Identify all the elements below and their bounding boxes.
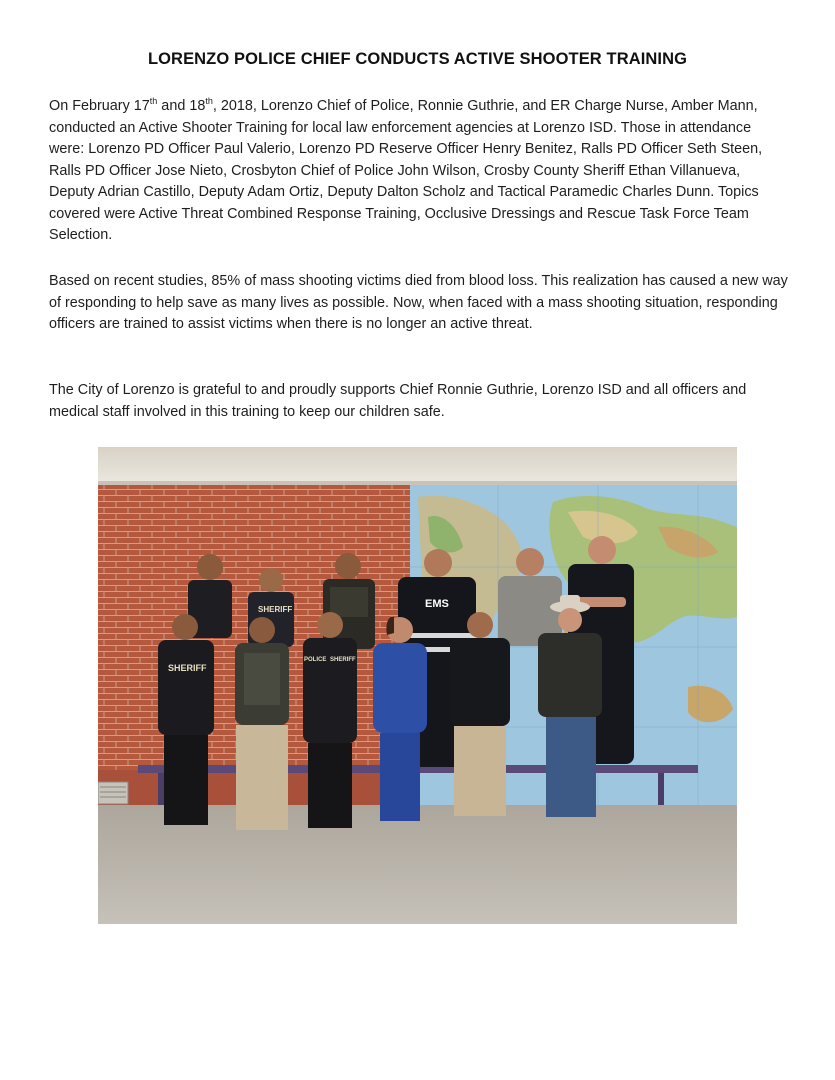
front-sheriff-label-1: SHERIFF <box>168 663 207 673</box>
vent-grate <box>98 782 128 804</box>
para1-text-a: On February 17 <box>49 98 150 114</box>
article-title: LORENZO POLICE CHIEF CONDUCTS ACTIVE SHOOTER TRAINING <box>147 50 688 68</box>
ems-label: EMS <box>425 598 449 610</box>
paragraph-1 <box>49 96 789 247</box>
para1-sup-b: th <box>205 96 213 107</box>
paragraph-3: The City of Lorenzo is grateful to and proudly supports Chief Ronnie Guthrie, Lorenzo ISD and all officers and medical staff involved in this training to keep our children safe. <box>49 382 747 420</box>
ceiling <box>98 447 737 485</box>
para1-text-b: and 18 <box>157 98 206 114</box>
group-photo-illustration <box>98 447 737 924</box>
police-patch-label: POLICE <box>304 657 327 663</box>
front-sheriff-label-2: SHERIFF <box>330 657 356 663</box>
paragraph-2: Based on recent studies, 85% of mass shooting victims died from blood loss. This realization has caused a new way of responding to help save as many lives as possible. Now, when faced with a mass shooting situation, responding officers are trained to assist victims when there is no longer an active threat. <box>49 273 788 332</box>
back-sheriff-label: SHERIFF <box>258 605 293 614</box>
para1-sup-a: th <box>149 96 158 107</box>
para1-text-c: , 2018, Lorenzo Chief of Police, Ronnie Guthrie, and ER Charge Nurse, Amber Mann, conducted an Active Shooter Training for local law enforcement agencies at Lorenzo ISD. Those in attendance were: Lorenzo PD Officer Paul Valerio, Lorenzo PD Reserve Officer Henry Benitez, Ralls PD Officer Seth Steen, Ralls PD Officer Jose Nieto, Crosbyton Chief of Police John Wilson, Crosby County Sheriff Ethan Villanueva, Deputy Adrian Castillo, Deputy Adam Ortiz, Deputy Dalton Scholz and Tactical Paramedic Charles Dunn. Topics covered were Active Threat Combined Response Training, Occlusive Dressings and Rescue Task Force Team Selection. <box>49 98 763 243</box>
group-photo <box>98 447 737 924</box>
